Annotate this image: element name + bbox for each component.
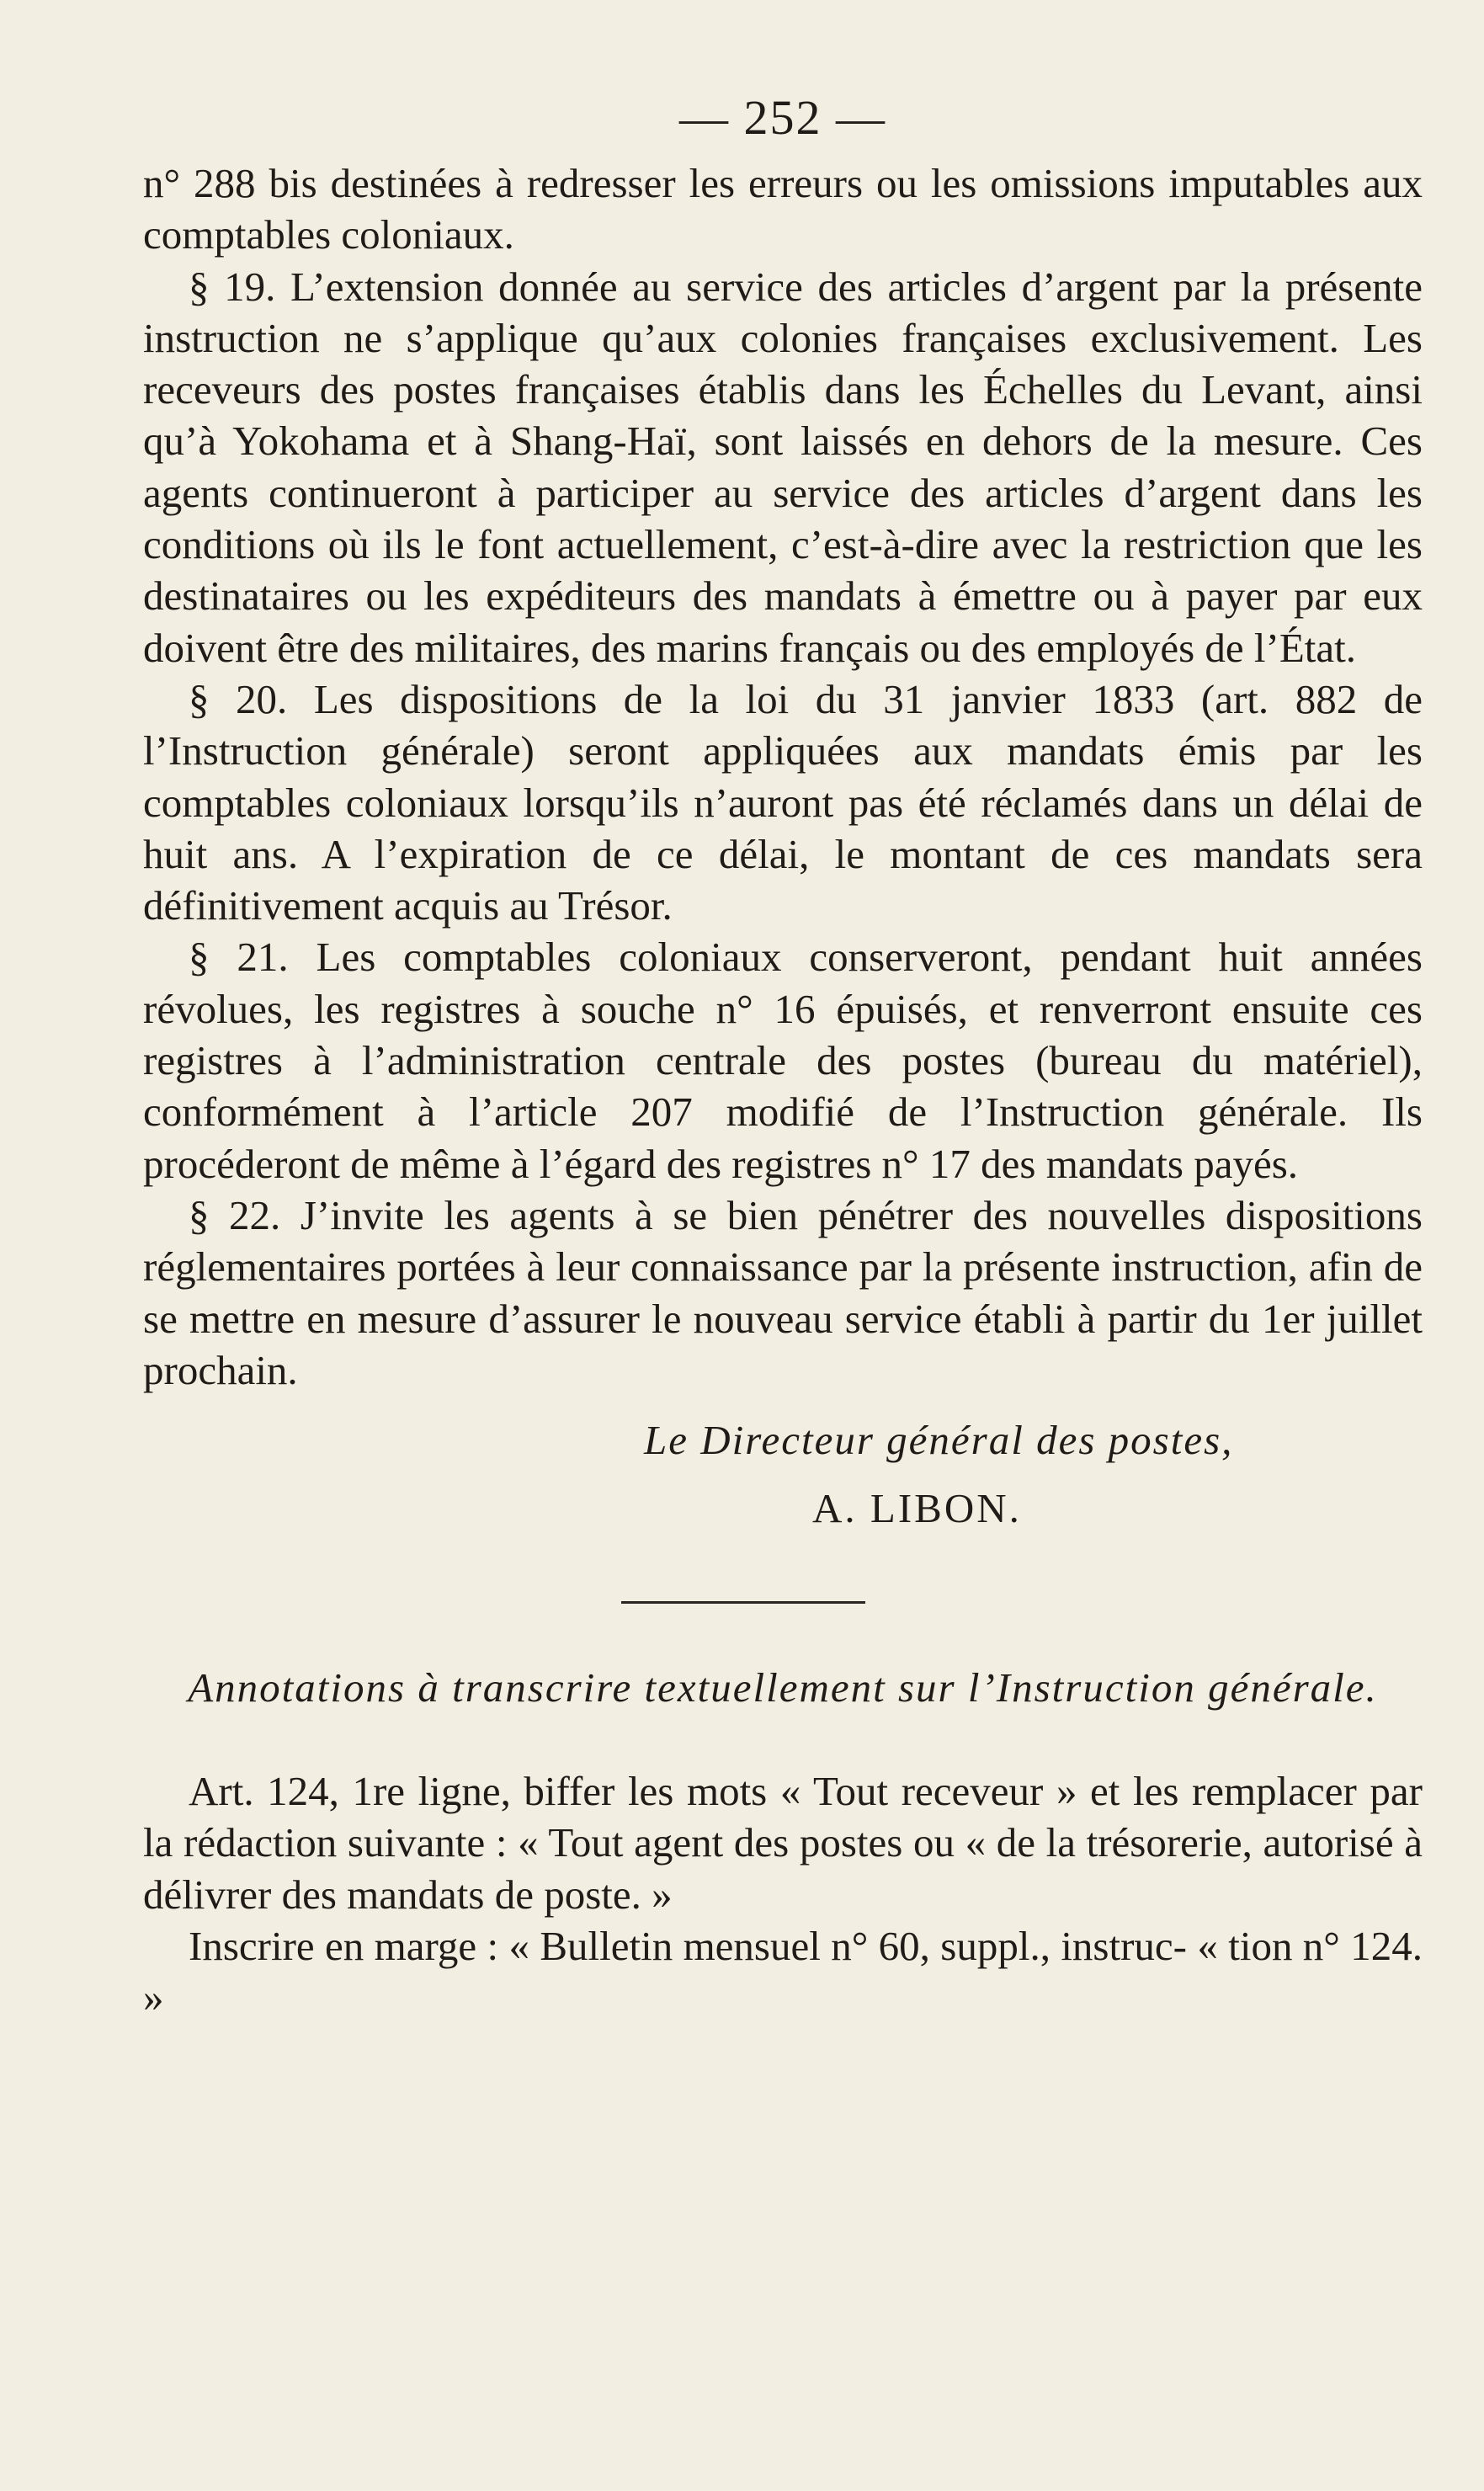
main-text <box>143 157 1423 1396</box>
paragraph-20: § 20. Les dispositions de la loi du 31 janvier 1833 (art. 882 de l’Instruction générale) seront appliquées aux mandats émis par les comptables coloniaux lorsqu’ils n’auront pas été réclamés dans un délai de huit ans. A l’expiration de ce délai, le montant de ces mandats sera définitivement acquis au Trésor. <box>143 675 1423 929</box>
page-number: — 252 — <box>679 90 886 145</box>
annotation-art-124: Art. 124, 1re ligne, biffer les mots « Tout receveur » et les remplacer par la rédaction suivante : « Tout agent des postes ou « de la trésorerie, autorisé à délivrer des mandats de poste. » <box>143 1768 1423 1918</box>
paragraph-22: § 22. J’invite les agents à se bien pénétrer des nouvelles dispositions réglementaires portées à leur connaissance par la présente instruction, afin de se mettre en mesure d’assurer le nouveau service établi à partir du 1er juillet prochain. <box>143 1191 1423 1393</box>
signature-name: A. LIBON. <box>812 1485 1022 1532</box>
annotations-block <box>143 1765 1423 2023</box>
paragraph-21: § 21. Les comptables coloniaux conserveront, pendant huit années révolues, les registres à souche n° 16 épuisés, et renverront ensuite ces registres à l’administration centrale des postes (bureau du matériel), conformément à l’article 207 modifié de l’Instruction générale. Ils procéderont de même à l’égard des registres n° 17 des mandats payés. <box>143 934 1423 1187</box>
section-divider <box>621 1601 865 1604</box>
opening-text: n° 288 bis destinées à redresser les erreurs ou les omissions imputables aux comptables coloniaux. <box>143 160 1423 258</box>
signature-title: Le Directeur général des postes, <box>644 1417 1234 1464</box>
document-page <box>143 88 1423 2024</box>
annotations-heading: Annotations à transcrire textuellement sur l’Instruction générale. <box>188 1664 1378 1711</box>
annotation-margin-note: Inscrire en marge : « Bulletin mensuel n° 60, suppl., instruc- « tion n° 124. » <box>143 1923 1423 2021</box>
paragraph-19: § 19. L’extension donnée au service des articles d’argent par la présente instruction ne s’applique qu’aux colonies françaises exclusivement. Les receveurs des postes françaises établis dans les Échelles du Levant, ainsi qu’à Yokohama et à Shang-Haï, sont laissés en dehors de la mesure. Ces agents continueront à participer au service des articles d’argent dans les conditions où ils le font actuellement, c’est-à-dire avec la restriction que les destinataires ou les expéditeurs des mandats à émettre ou à payer par eux doivent être des militaires, des marins français ou des employés de l’État. <box>143 263 1423 671</box>
